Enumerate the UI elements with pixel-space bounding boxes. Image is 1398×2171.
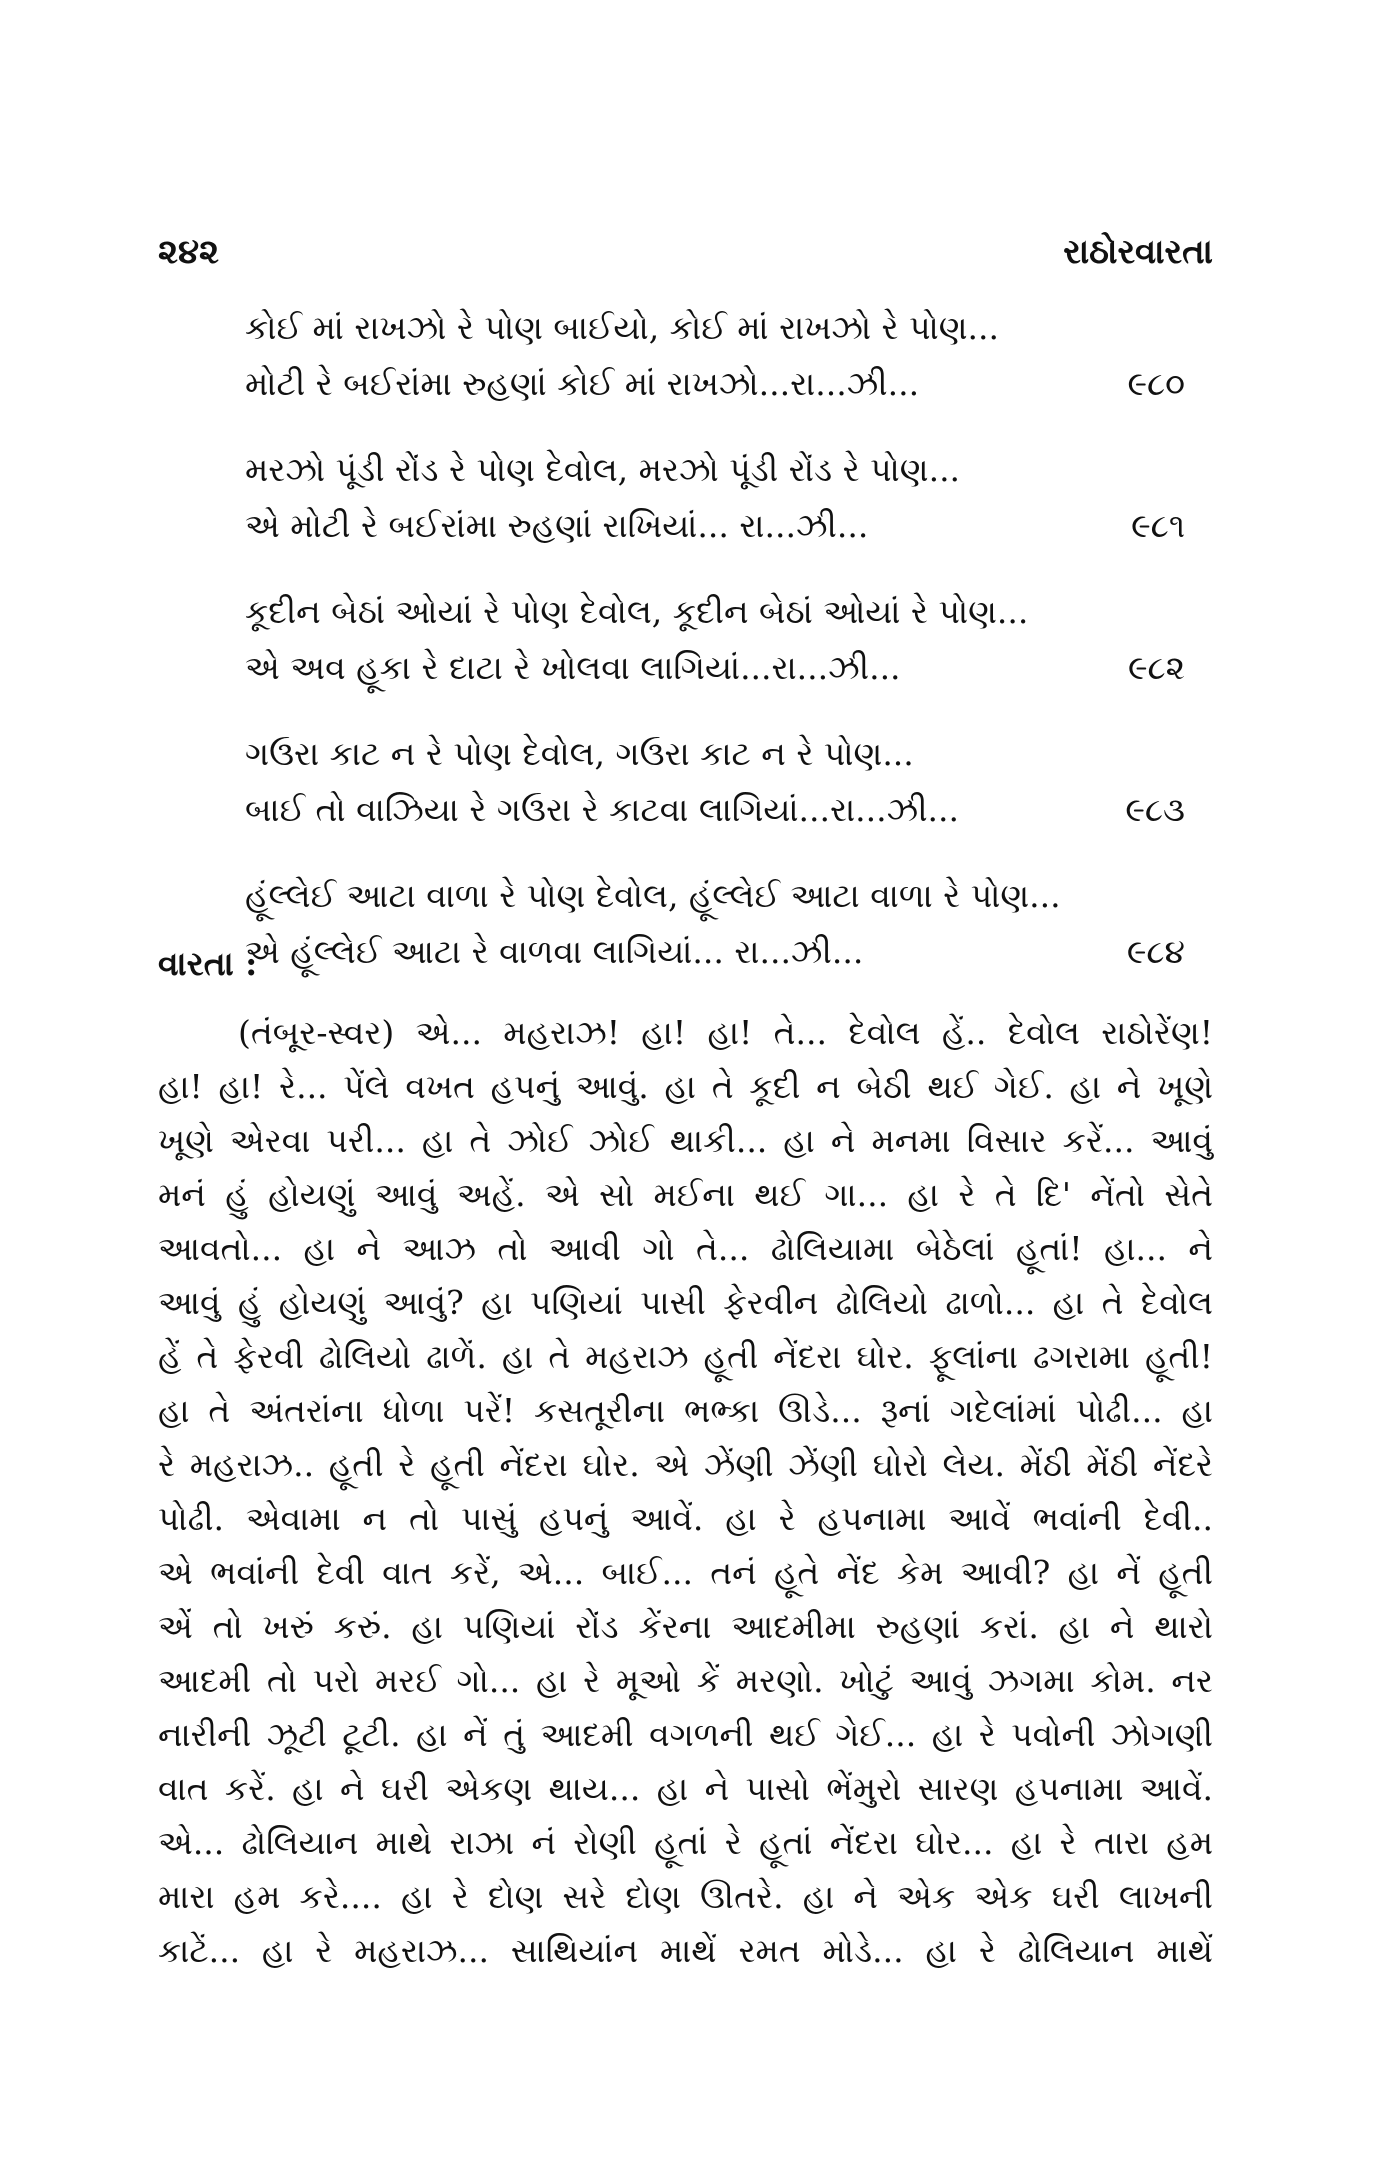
prose-line: આદમી તો પરો મરઈ ગો... હા રે મૂઓ કેં મરણો. ખોટું આવું ઝગમા કોમ. નર xyxy=(158,1661,1213,1700)
verse-text: એ મોટી રે બઈરાંમા રુહણાં રાખિયાં... રા...ઝી... xyxy=(245,506,869,545)
verse-line xyxy=(245,868,1185,924)
verse-text: કૂદીન બેઠાં ઓયાં રે પોણ દેવોલ, કૂદીન બેઠાં ઓયાં રે પોણ... xyxy=(245,592,1029,631)
stanza xyxy=(245,584,1185,696)
prose-line: હા તે અંતરાંના ધોળા પરેં! કસતૂરીના ભભ્કા ઊડે... રૂનાં ગદેલાંમાં પોઢી... હા xyxy=(158,1391,1213,1430)
prose-line: એં તો ખરું કરું. હા પણિયાં રોંડ કેંરના આદમીમા રુહણાં કરાં. હા ને થારો xyxy=(158,1607,1213,1646)
prose-line: કાટેં... હા રે મહરાઝ... સાથિયાંન માથેં રમત મોડે... હા રે ઢોલિયાન માથેં xyxy=(158,1931,1213,1970)
verse-line xyxy=(245,356,1185,412)
verse-text: મોટી રે બઈરાંમા રુહણાં કોઈ માં રાખઝો...રા...ઝી... xyxy=(245,364,920,403)
prose-line: એ ભવાંની દેવી વાત કરેં, એ... બાઈ... તનં હૂતે નેંદ કેમ આવી? હા નેં હૂતી xyxy=(158,1553,1213,1592)
prose-line: એ... ઢોલિયાન માથે રાઝા નં રોણી હૂતાં રે હૂતાં નેંદરા ઘોર... હા રે તારા હમ xyxy=(158,1823,1213,1862)
prose-line: આવું હું હોયણું આવું? હા પણિયાં પાસી ફેરવીન ઢોલિયો ઢાળો... હા તે દેવોલ xyxy=(158,1283,1213,1322)
prose-line: હા! હા! રે... પેંલે વખત હપનું આવું. હા તે કૂદી ન બેઠી થઈ ગેઈ. હા ને ખૂણે xyxy=(158,1067,1213,1106)
verse-number: ૯૮૧ xyxy=(1131,506,1185,545)
prose-line: (તંબૂર-સ્વર) એ... મહરાઝ! હા! હા! તે... દેવોલ હેં.. દેવોલ રાઠોરેંણ! xyxy=(238,1013,1213,1052)
stanza xyxy=(245,868,1185,980)
verse-line xyxy=(245,498,1185,554)
stanza xyxy=(245,442,1185,554)
verse-number: ૯૮૩ xyxy=(1125,790,1185,829)
prose-line: મારા હમ કરે.... હા રે દોણ સરે દોણ ઊતરે. હા ને એક એક ઘરી લાખની xyxy=(158,1877,1213,1916)
prose-line: મનં હું હોયણું આવું અહેં. એ સો મઈના થઈ ગા... હા રે તે દિ' નેંતો સેતે xyxy=(158,1175,1213,1214)
verse-line xyxy=(245,300,1185,356)
verse-text: ગઉરા કાટ ન રે પોણ દેવોલ, ગઉરા કાટ ન રે પોણ... xyxy=(245,734,914,773)
section-heading: વારતા : xyxy=(158,944,258,983)
verse-text: એ અવ હૂકા રે દાટા રે ખોલવા લાગિયાં...રા...ઝી... xyxy=(245,648,901,687)
verse-text: બાઈ તો વાઝિયા રે ગઉરા રે કાટવા લાગિયાં...રા...ઝી... xyxy=(245,790,960,829)
verse-line xyxy=(245,726,1185,782)
prose-line: રે મહરાઝ.. હૂતી રે હૂતી નેંદરા ઘોર. એ ઝેંણી ઝેંણી ઘોરો લેય. મેંઠી મેંઠી નેંદરે xyxy=(158,1445,1213,1484)
verse-line xyxy=(245,442,1185,498)
verse-text: કોઈ માં રાખઝો રે પોણ બાઈયો, કોઈ માં રાખઝો રે પોણ... xyxy=(245,308,1000,347)
verse-line xyxy=(245,924,1185,980)
page-header xyxy=(158,232,1213,282)
prose-line: આવતો... હા ને આઝ તો આવી ગો તે... ઢોલિયામા બેઠેલાં હૂતાં! હા... ને xyxy=(158,1229,1213,1268)
prose-line: વાત કરેં. હા ને ઘરી એકણ થાય... હા ને પાસો ભેંમુરો સારણ હપનામા આવેં. xyxy=(158,1769,1213,1808)
prose-body xyxy=(158,1006,1213,1978)
verse-text: હૂંલ્લેઈ આટા વાળા રે પોણ દેવોલ, હૂંલ્લેઈ આટા વાળા રે પોણ... xyxy=(245,876,1061,915)
running-head: રાઠોરવારતા xyxy=(1063,232,1213,272)
verse-line xyxy=(245,584,1185,640)
page-number: ૨૪૨ xyxy=(158,232,219,272)
verse-number: ૯૮૪ xyxy=(1126,932,1185,971)
verse-number: ૯૮૨ xyxy=(1127,648,1185,687)
verse-line xyxy=(245,640,1185,696)
stanza xyxy=(245,300,1185,412)
prose-line: નારીની ઝૂટી ટૂટી. હા નેં તું આદમી વગળની થઈ ગેઈ... હા રે પવોની ઝોગણી xyxy=(158,1715,1213,1754)
verse-text: મરઝો પૂંડી રોંડ રે પોણ દેવોલ, મરઝો પૂંડી રોંડ રે પોણ... xyxy=(245,450,961,489)
verse-block xyxy=(245,300,1185,1010)
verse-text: એ હૂંલ્લેઈ આટા રે વાળવા લાગિયાં... રા...ઝી... xyxy=(245,932,864,971)
stanza xyxy=(245,726,1185,838)
prose-line: પોઢી. એવામા ન તો પાસું હપનું આવેં. હા રે હપનામા આવેં ભવાંની દેવી.. xyxy=(158,1499,1213,1538)
prose-line: ખૂણે એરવા પરી... હા તે ઝોઈ ઝોઈ થાકી... હા ને મનમા વિસાર કરેં... આવું xyxy=(158,1121,1213,1160)
verse-line xyxy=(245,782,1185,838)
prose-line: હેં તે ફેરવી ઢોલિયો ઢાળેં. હા તે મહરાઝ હૂતી નેંદરા ઘોર. ફૂલાંના ઢગરામા હૂતી! xyxy=(158,1337,1213,1376)
verse-number: ૯૮૦ xyxy=(1127,364,1185,403)
